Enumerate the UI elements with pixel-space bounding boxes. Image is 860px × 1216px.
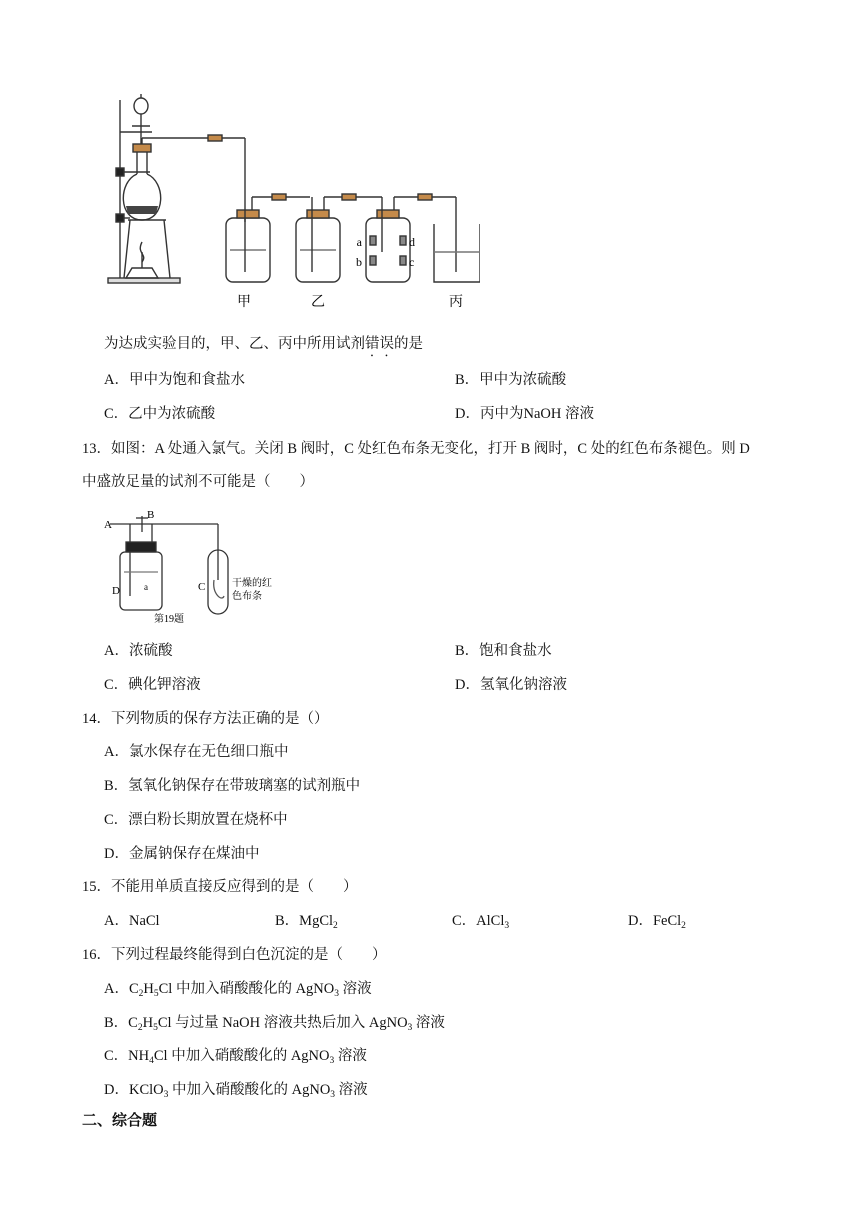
q16-option-c: C．$NH_4Cl$ 中加入硝酸酸化的 AgNO$_3$ 溶液 [104, 1048, 367, 1066]
q12-stem-emphasis: 错误 [365, 336, 394, 352]
section-heading: 二、综合题 [82, 1111, 158, 1129]
q16-stem: 16．下列过程最终能得到白色沉淀的是（ ） [82, 947, 387, 963]
q13-option-c: C．碘化钾溶液 [104, 677, 201, 693]
q13-option-b: B．饱和食盐水 [455, 643, 552, 659]
label-d: d [409, 235, 415, 249]
label-B: B [147, 509, 155, 521]
q14-option-d: D．金属钠保存在煤油中 [104, 846, 260, 862]
q16-option-d: D．KClO$_3$ 中加入硝酸酸化的 AgNO$_3$ 溶液 [104, 1082, 368, 1100]
label-b: b [356, 255, 362, 269]
q13-option-d: D．氢氧化钠溶液 [455, 677, 567, 693]
q16-option-a: A．$C_2H_5Cl$ 中加入硝酸酸化的 AgNO$_3$ 溶液 [104, 981, 372, 999]
label-yi: 乙 [311, 295, 325, 310]
q14-stem: 14．下列物质的保存方法正确的是（） [82, 711, 329, 727]
q13-option-a: A．浓硫酸 [104, 643, 173, 659]
q14-option-a: A．氯水保存在无色细口瓶中 [104, 744, 289, 760]
q16-option-b: B．$C_2H_5Cl$ 与过量 NaOH 溶液共热后加入 AgNO$_3$ 溶液 [104, 1015, 445, 1033]
q15-option-a: A．NaCl [104, 913, 160, 929]
cloth-label-line2: 色布条 [232, 591, 262, 602]
cloth-label-line1: 干燥的红 [232, 578, 272, 589]
label-c: c [409, 255, 415, 269]
q12-stem: 为达成实验目的，甲、乙、丙中所用试剂错误的是 [104, 336, 423, 352]
label-a: a [356, 235, 362, 249]
q12-option-d: D．丙中为NaOH 溶液 [455, 406, 594, 422]
q15-option-d: D．FeCl$_2$ [628, 913, 686, 931]
label-a-small: a [144, 582, 148, 592]
q15-option-c: C．AlCl$_3$ [452, 913, 510, 931]
q12-option-b: B．甲中为浓硫酸 [455, 372, 567, 388]
label-A: A [104, 519, 112, 531]
q15-option-b: B．MgCl$_2$ [275, 913, 338, 931]
q13-stem-line1: 13．如图：A 处通入氯气。关闭 B 阀时，C 处红色布条无变化，打开 B 阀时，C 处的红色布条褪色。则 D [82, 441, 750, 457]
label-bing: 丙 [449, 295, 463, 310]
label-jia: 甲 [237, 295, 251, 310]
figure-caption: 第19题 [154, 614, 184, 625]
apparatus-figure-2 [100, 506, 290, 626]
apparatus-figure-1 [100, 92, 480, 322]
label-D: D [112, 585, 120, 597]
q12-option-a: A．甲中为饱和食盐水 [104, 372, 245, 388]
q12-option-c: C．乙中为浓硫酸 [104, 406, 216, 422]
q13-stem-line2: 中盛放足量的试剂不可能是（ ） [82, 474, 314, 490]
q15-stem: 15．不能用单质直接反应得到的是（ ） [82, 879, 358, 895]
q14-option-b: B．氢氧化钠保存在带玻璃塞的试剂瓶中 [104, 778, 361, 794]
q14-option-c: C．漂白粉长期放置在烧杯中 [104, 812, 288, 828]
label-C: C [198, 581, 206, 593]
